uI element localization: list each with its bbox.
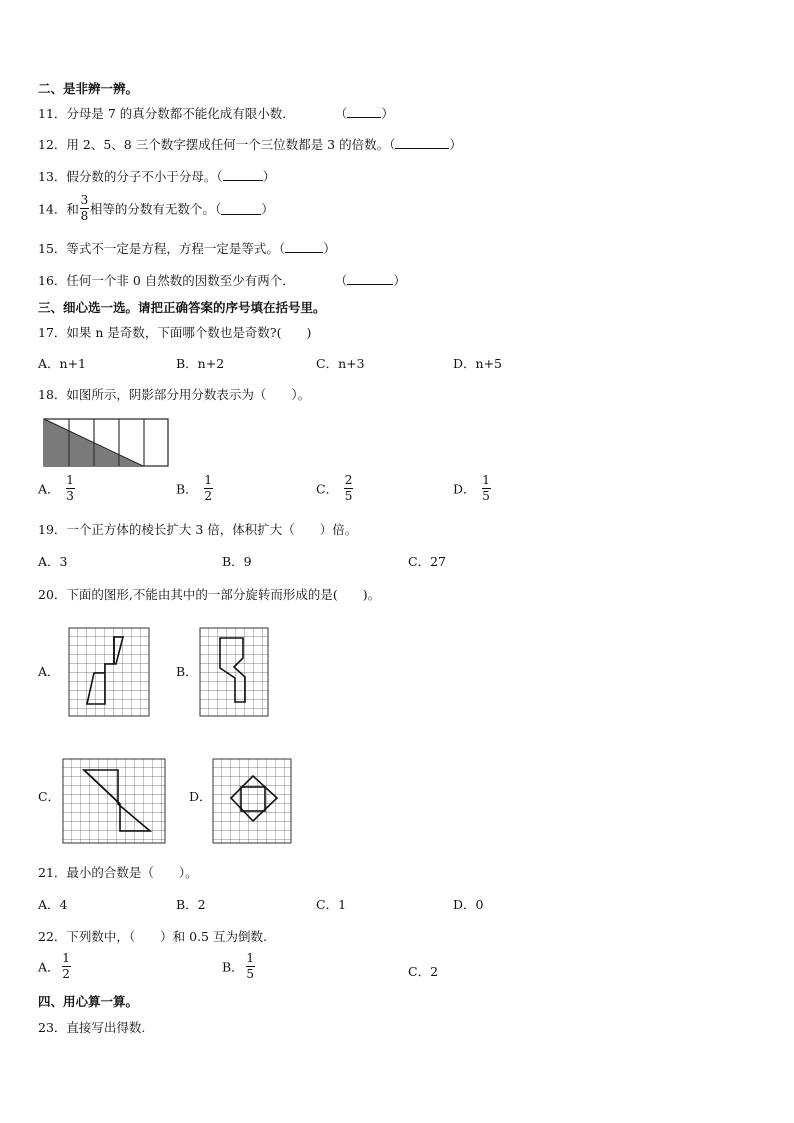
option-a[interactable]: A．n+1 bbox=[38, 356, 87, 371]
option-b[interactable]: B． bbox=[176, 664, 198, 679]
option-b[interactable]: B．n+2 bbox=[176, 356, 225, 371]
grid-figure-c bbox=[62, 758, 166, 844]
option-a[interactable]: A．3 bbox=[38, 554, 68, 569]
option-c[interactable]: C．27 bbox=[408, 554, 446, 569]
question-15: 15．等式不一定是方程，方程一定是等式。（ ） bbox=[38, 241, 336, 256]
question-20: 20．下面的图形,不能由其中的一部分旋转而形成的是( )。 bbox=[38, 587, 381, 602]
answer-blank[interactable] bbox=[347, 105, 381, 118]
option-d[interactable]: D．0 bbox=[453, 897, 484, 912]
option-c[interactable]: C．n+3 bbox=[316, 356, 365, 371]
grid-figure-b bbox=[199, 627, 269, 717]
option-c[interactable]: C． $\frac{2}{5}$ bbox=[316, 473, 353, 503]
section-heading-4: 四、用心算一算。 bbox=[38, 994, 139, 1009]
section-heading-2: 二、是非辨一辨。 bbox=[38, 81, 139, 96]
section-heading-3: 三、细心选一选。请把正确答案的序号填在括号里。 bbox=[38, 300, 326, 315]
question-18: 18．如图所示，阴影部分用分数表示为（ ）。 bbox=[38, 387, 311, 402]
option-d[interactable]: D．n+5 bbox=[453, 356, 502, 371]
question-21: 21．最小的合数是（ ）。 bbox=[38, 865, 198, 880]
option-c[interactable]: C．2 bbox=[408, 964, 439, 979]
option-c[interactable]: C．1 bbox=[316, 897, 347, 912]
option-b[interactable]: B．9 bbox=[222, 554, 252, 569]
answer-blank[interactable] bbox=[221, 202, 261, 215]
answer-blank[interactable] bbox=[285, 240, 323, 253]
fraction: $\frac{2}{5}$ bbox=[344, 473, 353, 503]
option-b[interactable]: B．2 bbox=[176, 897, 206, 912]
option-a[interactable]: A． $\frac{1}{2}$ bbox=[38, 951, 70, 981]
question-11: 11．分母是 7 的真分数都不能化成有限小数． （ ） bbox=[38, 106, 394, 121]
question-13: 13．假分数的分子不小于分母。（ ） bbox=[38, 169, 276, 184]
option-b[interactable]: B． $\frac{1}{5}$ bbox=[222, 951, 254, 981]
answer-blank[interactable] bbox=[347, 272, 393, 285]
question-12: 12．用 2、5、8 三个数字摆成任何一个三位数都是 3 的倍数。（ ） bbox=[38, 137, 462, 152]
option-b[interactable]: B． $\frac{1}{2}$ bbox=[176, 473, 212, 503]
shaded-strip-figure bbox=[43, 418, 171, 468]
question-16: 16．任何一个非 0 自然数的因数至少有两个． （ ） bbox=[38, 273, 406, 288]
option-d[interactable]: D． $\frac{1}{5}$ bbox=[453, 473, 490, 503]
option-a[interactable]: A．4 bbox=[38, 897, 68, 912]
option-a[interactable]: A． bbox=[38, 664, 60, 679]
fraction: $\frac{1}{5}$ bbox=[482, 473, 490, 503]
option-d[interactable]: D． bbox=[189, 789, 212, 804]
fraction: $\frac{1}{2}$ bbox=[62, 951, 70, 981]
option-c[interactable]: C． bbox=[38, 789, 61, 804]
fraction: $\frac{1}{5}$ bbox=[246, 951, 254, 981]
answer-blank[interactable] bbox=[223, 168, 263, 181]
question-22: 22．下列数中，（ ）和 0.5 互为倒数. bbox=[38, 929, 267, 944]
question-17: 17．如果 n 是奇数，下面哪个数也是奇数?( ) bbox=[38, 325, 312, 340]
grid-figure-a bbox=[68, 627, 150, 717]
grid-figure-d bbox=[212, 758, 292, 844]
fraction-3-8: $\frac{3}{8}$ bbox=[80, 193, 89, 223]
question-23: 23．直接写出得数. bbox=[38, 1020, 146, 1035]
question-14: 14．和 $\frac{3}{8}$ 相等的分数有无数个。（ ） bbox=[38, 193, 274, 223]
option-a[interactable]: A． $\frac{1}{3}$ bbox=[38, 473, 74, 503]
fraction: $\frac{1}{2}$ bbox=[204, 473, 212, 503]
fraction: $\frac{1}{3}$ bbox=[66, 473, 74, 503]
answer-blank[interactable] bbox=[395, 136, 449, 149]
question-19: 19．一个正方体的棱长扩大 3 倍，体积扩大（ ）倍。 bbox=[38, 522, 358, 537]
